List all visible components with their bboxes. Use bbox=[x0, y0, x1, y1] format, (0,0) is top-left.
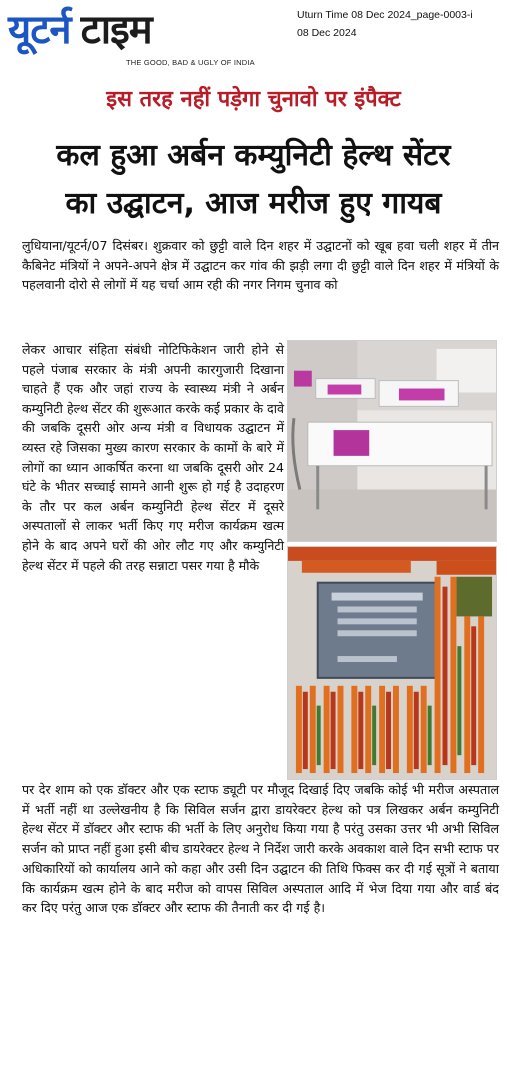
issue-date: 08 Dec 2024 bbox=[297, 27, 357, 39]
article-body-intro: लुधियाना/यूटर्न/07 दिसंबर। शुक्रवार को छुट्टी वाले दिन शहर में उद्घाटनों को खूब हवा चली शहर में तीन कैबिनेट मंत्रियों ने अपने-अपने क्षेत्र में उद्घाटन कर गांव की झड़ी लगा दी छुट्टी वाले दिन शहर में मंत्रियों के पहलवानी दोरो से लोगों में यह चर्चा आम रही की नगर निगम चुनाव को bbox=[22, 238, 499, 292]
logo-part-time: टाइम bbox=[80, 7, 152, 53]
inauguration-plaque-photo bbox=[287, 546, 497, 780]
masthead bbox=[0, 0, 507, 80]
plaque-marigold-illustration bbox=[288, 547, 496, 779]
ward-beds-illustration bbox=[288, 341, 496, 541]
article-kicker: इस तरह नहीं पड़ेगा चुनावो पर इंपैक्ट bbox=[106, 87, 401, 112]
article-body-continued: पर देर शाम को एक डॉक्टर और एक स्टाफ ड्यूटी पर मौजूद दिखाई दिए जबकि कोई भी मरीज अस्पताल में भर्ती नहीं था उल्लेखनीय है कि सिविल सर्जन द्वारा डायरेक्टर हेल्थ को पत्र लिखकर अर्बन कम्युनिटी हेल्थ सेंटर में डॉक्टर और स्टाफ की भर्ती के लिए अनुरोध किया गया है परंतु उसका उत्तर भी अभी सिविल सर्जन को प्राप्त नहीं हुआ इसी बीच डायरेक्टर हेल्थ ने निर्देश जारी करके अवकाश वाले दिन सभी स्टाफ पर अधिकारियों को कार्यालय आने को कहा और उसी दिन उद्घाटन की तिथि फिक्स कर दी गई सूत्रों ने बताया कि कार्यक्रम खत्म होने के बाद मरीज को वापस सिविल अस्पताल आदि में भेज दिया गया और वार्ड बंद कर दिए परंतु आज एक डॉक्टर और स्टाफ की तैनाती कर दी गई है। bbox=[22, 782, 499, 916]
logo-tagline: THE GOOD, BAD & UGLY OF INDIA bbox=[126, 58, 255, 67]
newspaper-logo bbox=[8, 4, 293, 76]
headline-line-2: का उद्घाटन, आज मरीज हुए गायब bbox=[65, 186, 442, 221]
article-headline bbox=[10, 132, 497, 228]
file-label: Uturn Time 08 Dec 2024_page-0003-i bbox=[297, 9, 473, 21]
logo-part-uturn: यूटर्न bbox=[8, 7, 71, 53]
headline-line-1: कल हुआ अर्बन कम्युनिटी हेल्थ सेंटर bbox=[56, 138, 451, 173]
page-meta bbox=[297, 6, 505, 42]
hospital-ward-beds-photo bbox=[287, 340, 497, 542]
logo-wordmark bbox=[8, 4, 152, 56]
article-body-column: लेकर आचार संहिता संबंधी नोटिफिकेशन जारी होने से पहले पंजाब सरकार के मंत्री अपनी कारगुजारी दिखाना चाहते हैं एक और जहां राज्य के स्वास्थ्य मंत्री ने अर्बन कम्युनिटी हेल्थ सेंटर की शुरूआत करके कई प्रकार के दावे की जबकि दूसरी ओर अन्य मंत्री व विधायक उद्घाटन में व्यस्त रहे जिसका मुख्य कारण सरकार के कामों के बारे में लोगों का ध्यान आकर्षित करना था जबकि दूसरी ओर 24 घंटे के भीतर सच्चाई सामने आनी शुरू हो गई है उदाहरण के तौर पर कल अर्बन कम्युनिटी हेल्थ सेंटर में दूसरे अस्पतालों से लाकर भर्ती किए गए मरीज कार्यक्रम खत्म होने के बाद अपने घरों की ओर लौट गए और कम्युनिटी हेल्थ सेंटर में पहले की तरह सन्नाटा पसर गया है मौके bbox=[22, 342, 284, 573]
